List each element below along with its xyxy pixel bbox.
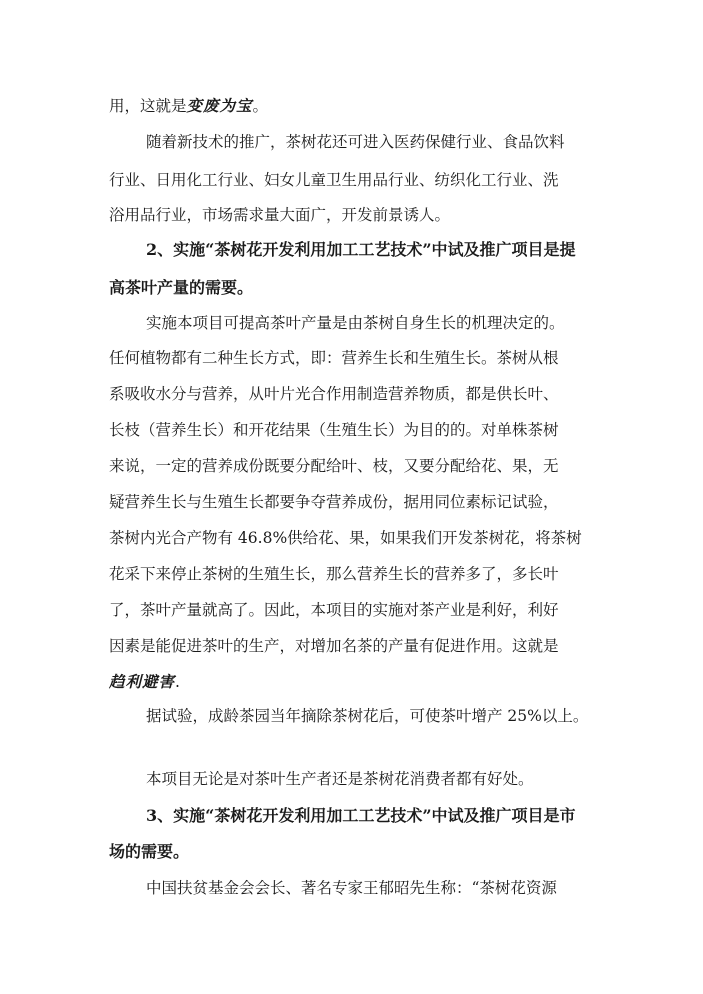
- section-heading: 3、实施“茶树花开发利用加工工艺技术”中试及推广项目是市: [146, 806, 576, 825]
- text: .: [175, 673, 180, 691]
- emphasis-text: 变废为宝: [186, 96, 253, 115]
- paragraph-line: 疑营养生长与生殖生长都要争夺营养成份，据用同位素标记试验，: [109, 493, 559, 511]
- paragraph-line: 中国扶贫基金会会长、著名专家王郁昭先生称：“茶树花资源: [146, 879, 557, 897]
- text: 。: [252, 97, 269, 115]
- paragraph-line: 因素是能促进茶叶的生产，对增加名茶的产量有促进作用。这就是: [109, 637, 559, 655]
- paragraph-line: 浴用品行业，市场需求量大面广，开发前景诱人。: [109, 206, 451, 224]
- paragraph-line: 了，茶叶产量就高了。因此，本项目的实施对茶产业是利好，利好: [109, 601, 559, 619]
- paragraph-line: 随着新技术的推广，茶树花还可进入医药保健行业、食品饮料: [146, 133, 565, 151]
- paragraph-line: 本项目无论是对茶叶生产者还是茶树花消费者都有好处。: [146, 770, 534, 788]
- paragraph-line: 任何植物都有二种生长方式，即：营养生长和生殖生长。茶树从根: [109, 349, 559, 367]
- section-heading: 2、实施“茶树花开发利用加工工艺技术”中试及推广项目是提: [146, 240, 576, 259]
- paragraph-line: 系吸收水分与营养，从叶片光合作用制造营养物质，都是供长叶、: [109, 385, 559, 403]
- paragraph-line: [109, 96, 268, 116]
- paragraph-line: 行业、日用化工行业、妇女儿童卫生用品行业、纺织化工行业、洗: [109, 171, 559, 189]
- text: 用，这就是: [109, 97, 187, 115]
- paragraph-line: 茶树内光合产物有 46.8%供给花、果，如果我们开发茶树花，将茶树: [109, 529, 582, 547]
- emphasis-text: 趋利避害: [109, 672, 176, 691]
- section-heading: 高茶叶产量的需要。: [109, 278, 254, 297]
- paragraph-line: 据试验，成龄茶园当年摘除茶树花后，可使茶叶增产 25%以上。: [146, 707, 589, 725]
- paragraph-line: [109, 672, 180, 692]
- paragraph-line: 长枝（营养生长）和开花结果（生殖生长）为目的的。对单株茶树: [109, 421, 559, 439]
- paragraph-line: 来说，一定的营养成份既要分配给叶、枝，又要分配给花、果，无: [109, 457, 559, 475]
- paragraph-line: 实施本项目可提高茶叶产量是由茶树自身生长的机理决定的。: [146, 314, 565, 332]
- section-heading: 场的需要。: [109, 842, 190, 861]
- paragraph-line: 花采下来停止茶树的生殖生长，那么营养生长的营养多了，多长叶: [109, 565, 559, 583]
